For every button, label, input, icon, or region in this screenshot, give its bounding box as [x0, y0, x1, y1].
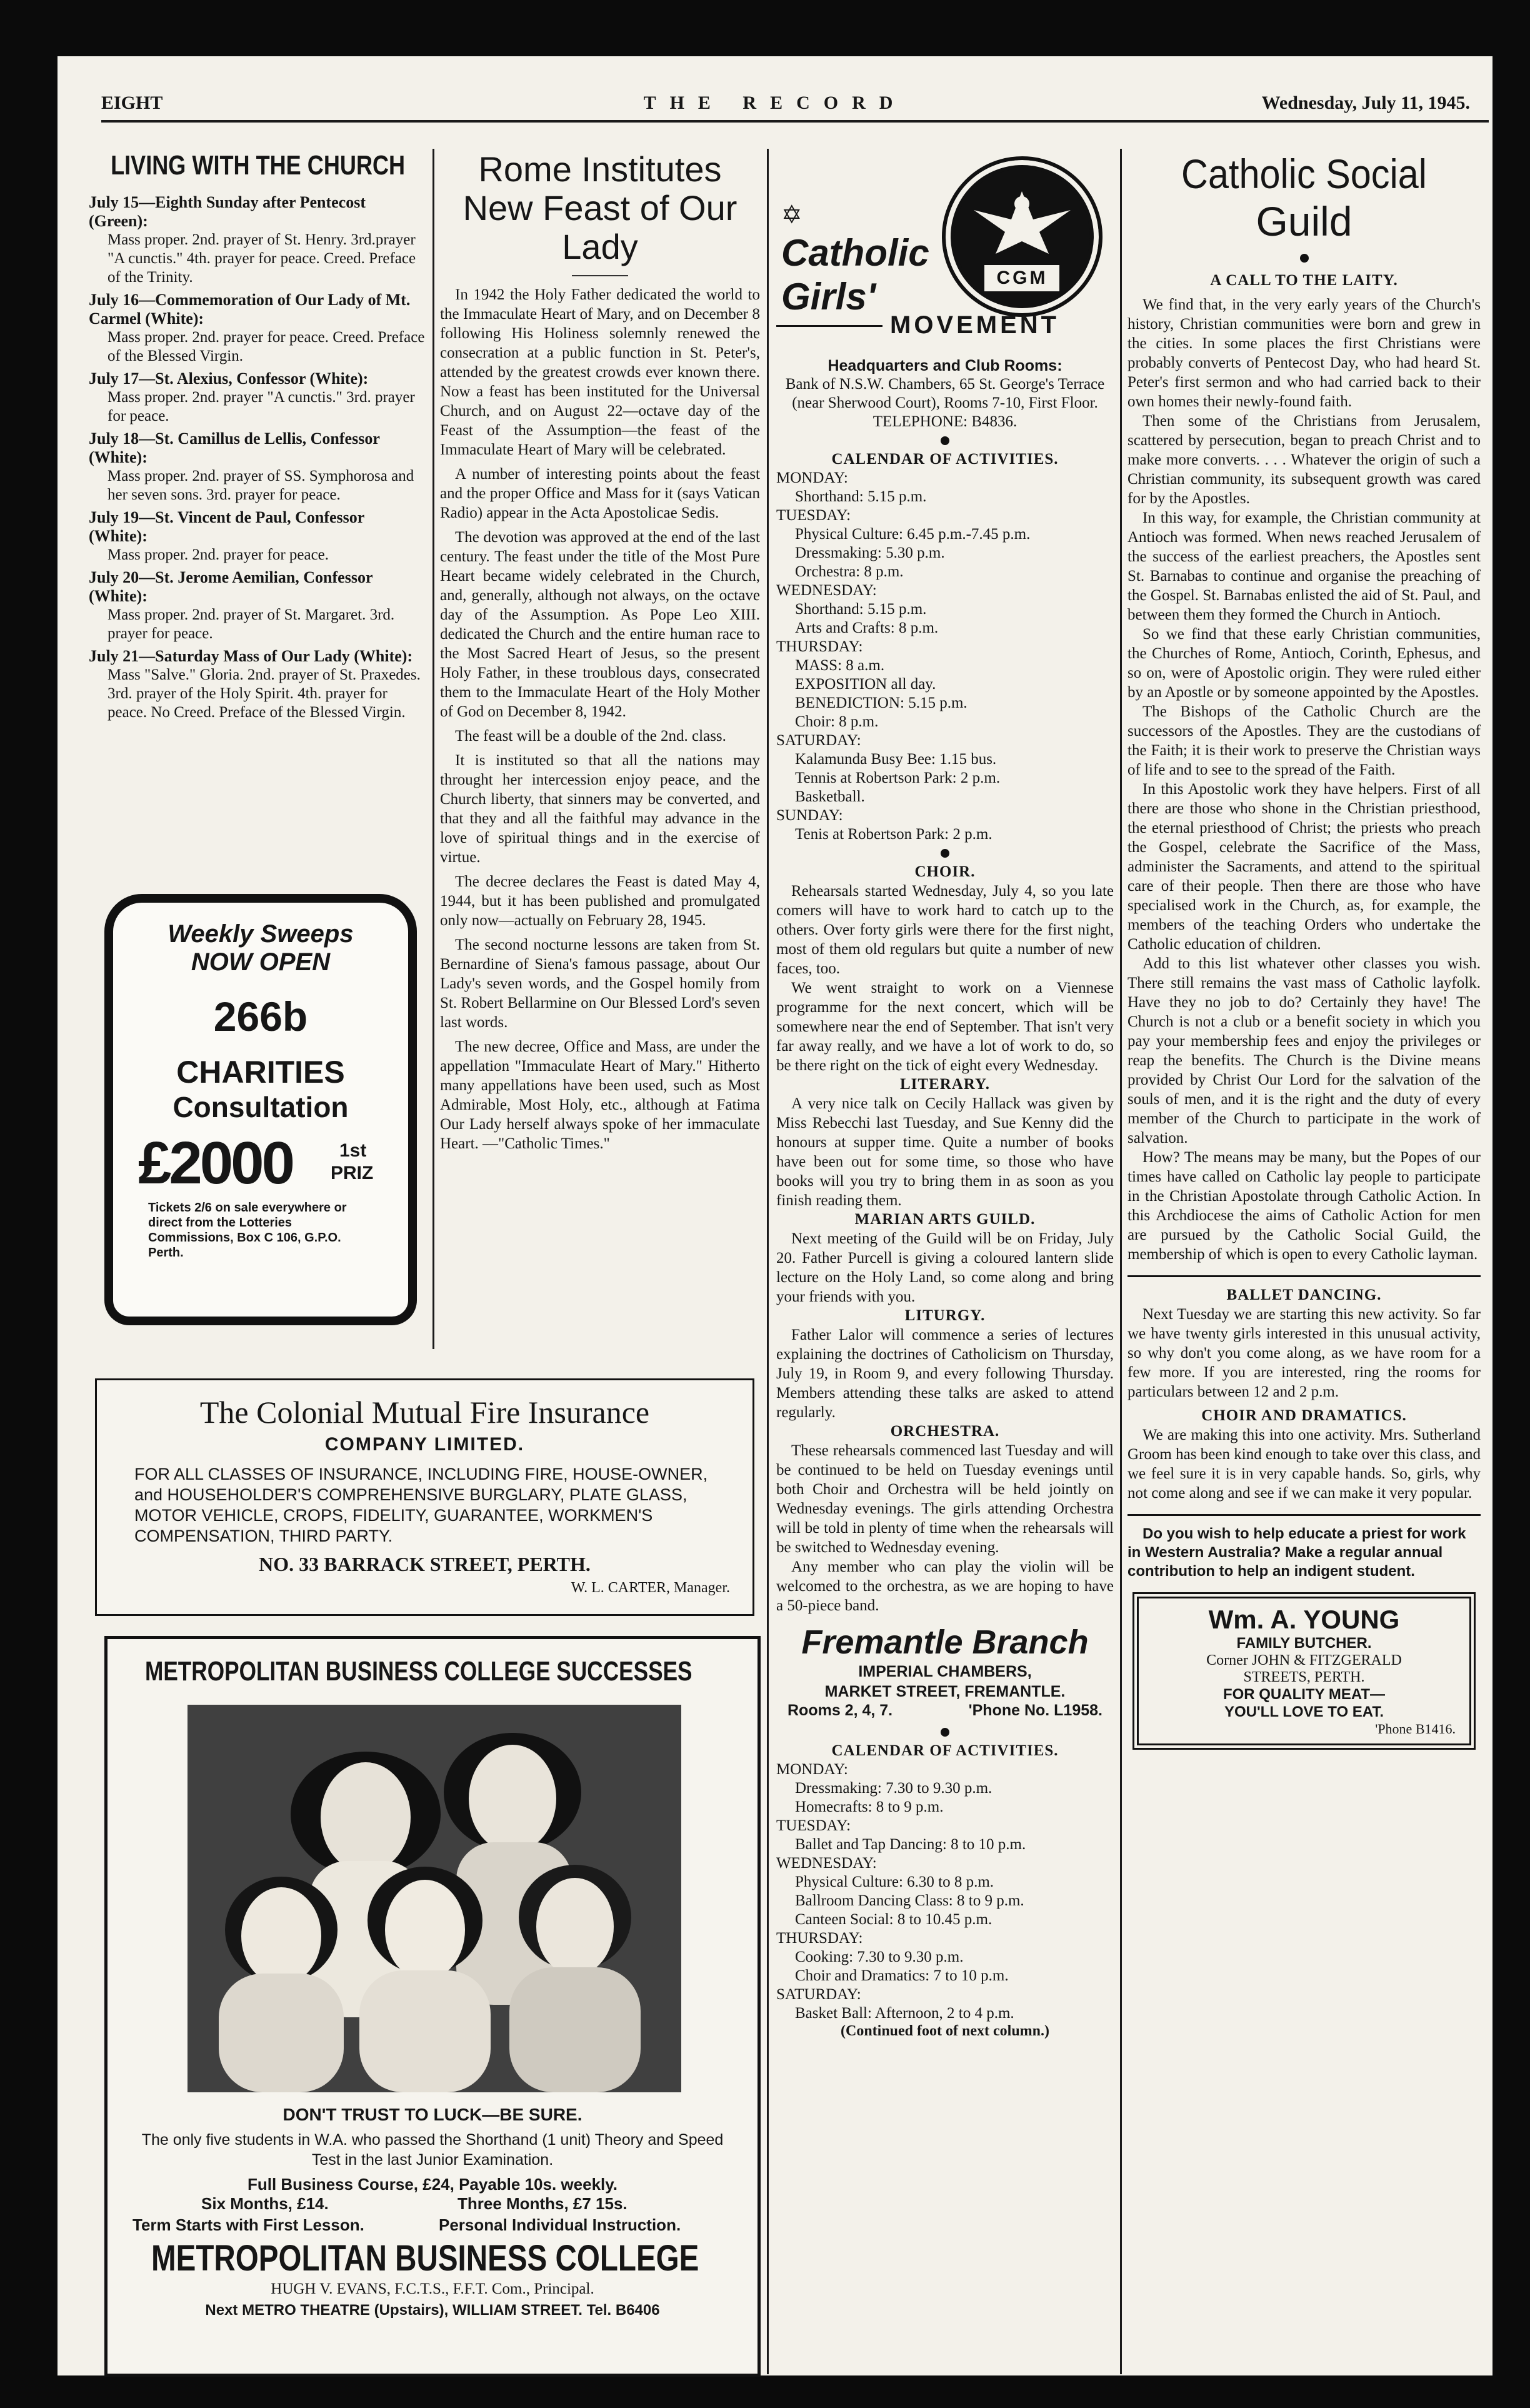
- calendar-entry: MASS: 8 a.m.: [795, 657, 885, 674]
- liturgy-item-body: Mass proper. 2nd. prayer of SS. Symphorosa and her seven sons. 3rd. prayer for peace.: [108, 468, 414, 503]
- priest-appeal: Do you wish to help educate a priest for work in Western Australia? Make a regular annual contribution to help an indigent student.: [1128, 1525, 1466, 1580]
- guild-paragraph: How? The means may be many, but the Popes of our times have called on Catholic lay people to participate in the Christian Apostolate through Catholic Action. In this Archdiocese the aims of Catholic Action for men are pursued by the Catholic Social Guild, the membership of which is open to every Catholic layman.: [1128, 1149, 1481, 1263]
- orchestra-paragraph: Any member who can play the violin will be welcomed to the orchestra, as we are hoping to have a 50-piece band.: [776, 1558, 1114, 1614]
- calendar-day: SATURDAY:: [776, 732, 861, 749]
- sweeps-prize-suffix: 1st: [339, 1140, 367, 1161]
- college-slogan: DON'T TRUST TO LUCK—BE SURE.: [282, 2105, 582, 2124]
- continued-note: (Continued foot of next column.): [841, 2023, 1049, 2039]
- masthead: [58, 93, 1492, 124]
- calendar-entry: Ballet and Tap Dancing: 8 to 10 p.m.: [795, 1836, 1026, 1853]
- calendar-day: TUESDAY:: [776, 507, 851, 524]
- calendar-entry: Basket Ball: Afternoon, 2 to 4 p.m.: [795, 2005, 1014, 2022]
- liturgy-item: [89, 647, 426, 722]
- orchestra-paragraph: These rehearsals commenced last Tuesday and will be continued to be held on Tuesday evenings until both Choir and Orchestra will be held jointly on Wednesday evenings. The girls attending Orchestra will be told in plenty of time when the rehearsals will be switched to Wednesday evening.: [776, 1442, 1114, 1556]
- bullet-divider: [941, 1728, 949, 1737]
- college-fee-full: Full Business Course, £24, Payable 10s. weekly.: [247, 2175, 618, 2194]
- guild-paragraph: Then some of the Christians from Jerusalem, scattered by persecution, began to preach Christ and to make more converts. . . . Whatever the origin of such a Christian community, its subsequent growth was cared for by the Apostles.: [1128, 413, 1481, 507]
- liturgy-item: [89, 291, 426, 366]
- liturgy-item-body: Mass proper. 2nd. prayer "A cunctis." 3rd. prayer for peace.: [108, 389, 415, 424]
- butcher-phone: 'Phone B1416.: [1375, 1721, 1456, 1737]
- bullet-divider: [1300, 254, 1309, 263]
- ballet-paragraph: Next Tuesday we are starting this new activity. So far we have twenty girls interested in this unusual activity, so why don't you come along, as we have room for a few more. If you are interested, ring the rooms for particulars between 12 and 2 p.m.: [1128, 1306, 1481, 1400]
- ballet-head: BALLET DANCING.: [1226, 1287, 1382, 1303]
- section-rule: [1128, 1514, 1481, 1516]
- college-ad: [104, 1636, 761, 2377]
- liturgy-item-body: Mass proper. 2nd. prayer of St. Henry. 3rd.prayer "A cunctis." 4th. prayer for peace. Creed. Preface of the Trinity.: [108, 231, 416, 286]
- drama-head: CHOIR AND DRAMATICS.: [1201, 1407, 1407, 1424]
- fremantle-calendar-head: CALENDAR OF ACTIVITIES.: [831, 1742, 1059, 1759]
- guild-column: [1128, 150, 1481, 2375]
- liturgy-item-head: July 15—Eighth Sunday after Pentecost (Green):: [89, 193, 366, 230]
- college-fee-six: Six Months, £14.: [201, 2194, 329, 2213]
- fremantle-title: Fremantle Branch: [801, 1623, 1089, 1661]
- butcher-slogan: YOU'LL LOVE TO EAT.: [1224, 1703, 1384, 1720]
- cgm-title-1: Catholic: [781, 232, 929, 274]
- calendar-day: MONDAY:: [776, 1761, 848, 1778]
- choir-paragraph: Rehearsals started Wednesday, July 4, so you late comers will have to work hard to catch up to the others. Over forty girls were there for the first night, most of them old regulars but quite a number of new faces, too.: [776, 883, 1114, 977]
- calendar-entry: Dressmaking: 5.30 p.m.: [795, 544, 945, 561]
- choir-paragraph: We went straight to work on a Viennese programme for the next concert, which will be somewhere near the end of September. That isn't very far away really, and we have a lot of work to do, so be there right on the tick of eight every Wednesday.: [776, 980, 1114, 1074]
- sweeps-ad: [104, 894, 417, 1325]
- newspaper-page: [58, 56, 1492, 2375]
- column-divider: [767, 149, 769, 2374]
- liturgy-column: [89, 147, 426, 960]
- sweeps-prize-suffix: PRIZ: [331, 1163, 374, 1183]
- insurance-manager: W. L. CARTER, Manager.: [571, 1580, 730, 1596]
- liturgy-item-head: July 19—St. Vincent de Paul, Confessor (White):: [89, 508, 364, 545]
- rome-paragraph: The feast will be a double of the 2nd. class.: [455, 728, 726, 745]
- liturgy-item-head: July 21—Saturday Mass of Our Lady (White):: [89, 647, 413, 665]
- calendar-entry: Arts and Crafts: 8 p.m.: [795, 620, 939, 636]
- liturgy-item-body: Mass "Salve." Gloria. 2nd. prayer of St. Praxedes. 3rd. prayer of the Holy Spirit. 4th. prayer for peace. No Creed. Preface of the Blessed Virgin.: [108, 666, 421, 721]
- cgm-calendar: [776, 469, 1114, 844]
- calendar-entry: Canteen Social: 8 to 10.45 p.m.: [795, 1911, 992, 1928]
- guild-title-1: Catholic Social: [1181, 151, 1427, 197]
- calendar-day: WEDNESDAY:: [776, 1855, 877, 1872]
- insurance-body: FOR ALL CLASSES OF INSURANCE, INCLUDING FIRE, HOUSE-OWNER, and HOUSEHOLDER'S COMPREHENSIVE BURGLARY, PLATE GLASS, MOTOR VEHICLE, CROPS, FIDELITY, GUARANTEE, WORKMEN'S COMPENSATION, THIRD PARTY.: [134, 1465, 708, 1545]
- cgm-column: [776, 150, 1114, 2375]
- calendar-entry: Tenis at Robertson Park: 2 p.m.: [795, 826, 992, 843]
- sweeps-number: 266b: [213, 993, 308, 1040]
- calendar-day: MONDAY:: [776, 469, 848, 486]
- drama-paragraph: We are making this into one activity. Mrs. Sutherland Groom has been kind enough to take over this class, and we feel sure it is in very capable hands. So, girls, why not come along and see if we can make it very popular.: [1128, 1427, 1481, 1502]
- liturgy-paragraph: Father Lalor will commence a series of lectures explaining the doctrines of Catholicism on Thursday, July 19, in Room 9, and every following Thursday. Members attending these talks are asked to attend regularly.: [776, 1327, 1114, 1421]
- guild-paragraph: In this way, for example, the Christian community at Antioch was formed. When news reached Jerusalem of the success of the earliest preachers, the Apostles sent St. Barnabas to continue and organise the preaching of the Gospel. St. Barnabas enlisted the aid of St. Paul, and between them they formed the Church in Antioch.: [1128, 509, 1481, 623]
- liturgy-item-body: Mass proper. 2nd. prayer for peace. Creed. Preface of the Blessed Virgin.: [108, 329, 425, 364]
- guild-title-2: Guild: [1256, 198, 1352, 244]
- calendar-entry: BENEDICTION: 5.15 p.m.: [795, 695, 968, 711]
- calendar-day: THURSDAY:: [776, 1930, 863, 1947]
- calendar-day: SATURDAY:: [776, 1986, 861, 2003]
- literary-paragraph: A very nice talk on Cecily Hallack was given by Miss Rebecchi last Tuesday, and Sue Kenny did the honours at supper time. Quite a number of books have been out for some time, so those who have books will you try to bring them in as soon as you finish reading them.: [776, 1095, 1114, 1209]
- rome-article: [440, 150, 760, 1357]
- calendar-day: WEDNESDAY:: [776, 582, 877, 599]
- liturgy-head: LITURGY.: [904, 1307, 986, 1324]
- column-divider: [432, 149, 434, 1349]
- calendar-entry: Ballroom Dancing Class: 8 to 9 p.m.: [795, 1892, 1024, 1909]
- college-headline: METROPOLITAN BUSINESS COLLEGE SUCCESSES: [145, 1656, 692, 1687]
- calendar-entry: Orchestra: 8 p.m.: [795, 563, 904, 580]
- insurance-ad: [95, 1378, 754, 1616]
- butcher-ad: [1132, 1592, 1476, 1750]
- insurance-address: NO. 33 BARRACK STREET, PERTH.: [259, 1553, 591, 1575]
- rome-paragraph: The new decree, Office and Mass, are under the appellation "Immaculate Heart of Mary." Hitherto many appellations have been used, such as Most Admirable, Most Holy, etc., although at Fatima Our Lady herself always spoke of her immaculate Heart. —"Catholic Times.": [440, 1038, 760, 1152]
- liturgy-item-body: Mass proper. 2nd. prayer of St. Margaret. 3rd. prayer for peace.: [108, 606, 395, 642]
- liturgy-title: LIVING WITH THE CHURCH: [111, 150, 406, 181]
- college-instruction: Personal Individual Instruction.: [439, 2215, 681, 2234]
- liturgy-item: [89, 369, 426, 426]
- liturgy-item-body: Mass proper. 2nd. prayer for peace.: [108, 546, 329, 563]
- guild-subhead: A CALL TO THE LAITY.: [1210, 272, 1398, 289]
- guild-paragraph: So we find that these early Christian communities, the Churches of Rome, Antioch, Corinth, Ephesus, and so on, were of Apostolic origin. They were ruled either by an Apostle or by someone appointed by the Apostles.: [1128, 626, 1481, 701]
- liturgy-item-head: July 20—St. Jerome Aemilian, Confessor (White):: [89, 568, 373, 605]
- calendar-day: SUNDAY:: [776, 807, 843, 824]
- fremantle-rooms: Rooms 2, 4, 7.: [788, 1702, 893, 1719]
- calendar-entry: Shorthand: 5.15 p.m.: [795, 601, 927, 618]
- students-photo-image: [188, 1705, 681, 2092]
- cgm-calendar-head: CALENDAR OF ACTIVITIES.: [831, 451, 1059, 468]
- college-name: METROPOLITAN BUSINESS COLLEGE: [151, 2238, 699, 2279]
- fremantle-address: IMPERIAL CHAMBERS,: [858, 1663, 1032, 1680]
- fremantle-address: MARKET STREET, FREMANTLE.: [824, 1683, 1066, 1700]
- rome-title: Rome Institutes New Feast of Our Lady: [462, 150, 738, 266]
- column-divider: [1120, 149, 1122, 2374]
- college-fee-three: Three Months, £7 15s.: [458, 2194, 628, 2213]
- butcher-address: STREETS, PERTH.: [1243, 1669, 1365, 1685]
- insurance-name: The Colonial Mutual Fire Insurance: [199, 1395, 650, 1430]
- insurance-company: COMPANY LIMITED.: [324, 1434, 525, 1455]
- cgm-hq-label: Headquarters and Club Rooms:: [828, 357, 1062, 374]
- sweeps-prize: £2000: [138, 1130, 292, 1196]
- marian-paragraph: Next meeting of the Guild will be on Friday, July 20. Father Purcell is giving a coloured lantern slide lecture on the Holy Land, so come along and bring your friends with you.: [776, 1230, 1114, 1305]
- dove-icon: [946, 160, 1099, 313]
- calendar-entry: Physical Culture: 6.45 p.m.-7.45 p.m.: [795, 526, 1031, 543]
- bullet-divider: [941, 436, 949, 445]
- butcher-slogan: FOR QUALITY MEAT—: [1222, 1686, 1386, 1703]
- calendar-entry: Choir and Dramatics: 7 to 10 p.m.: [795, 1967, 1009, 1984]
- paper-name: THE RECORD: [643, 93, 907, 113]
- cgm-header: [776, 150, 1114, 356]
- calendar-entry: Tennis at Robertson Park: 2 p.m.: [795, 770, 1001, 786]
- calendar-entry: Choir: 8 p.m.: [795, 713, 879, 730]
- star-icon: ✡: [781, 201, 802, 229]
- rome-paragraph: The second nocturne lessons are taken from St. Bernardine of Siena's famous passage, about Our Lady's seven words, and the Gospel homily from St. Robert Bellarmine on Our Blessed Lord's seven last words.: [440, 936, 760, 1031]
- butcher-name: Wm. A. YOUNG: [1208, 1605, 1400, 1634]
- rome-paragraph: It is instituted so that all the nations may throught her intercession enjoy peace, and the Church liberty, that sinners may be converted, and that they and all the faithful may advance in the love of spiritual things and in the exercise of virtue.: [440, 752, 760, 866]
- sweeps-line1: Weekly Sweeps: [168, 920, 354, 948]
- rome-paragraph: The decree declares the Feast is dated May 4, 1944, but it has been published and promulgated only now—actually on February 28, 1945.: [440, 873, 760, 929]
- sweeps-line3: CHARITIES: [176, 1055, 345, 1090]
- calendar-day: TUESDAY:: [776, 1817, 851, 1834]
- masthead-rule: [101, 120, 1489, 123]
- guild-paragraph: We find that, in the very early years of the Church's history, Christian communities were born and grew in the cities. In some places the first Christians were probably converts of Pentecost Day, who had heard St. Peter's first sermon and who had carried back to their own homes their newly-found faith.: [1128, 296, 1481, 410]
- liturgy-item: [89, 508, 426, 564]
- calendar-entry: EXPOSITION all day.: [795, 676, 936, 693]
- page-number: EIGHT: [101, 93, 163, 113]
- college-address: Next METRO THEATRE (Upstairs), WILLIAM STREET. Tel. B6406: [205, 2302, 660, 2319]
- orchestra-head: ORCHESTRA.: [890, 1423, 1000, 1440]
- butcher-address: Corner JOHN & FITZGERALD: [1206, 1652, 1402, 1668]
- literary-head: LITERARY.: [899, 1076, 991, 1093]
- cgm-movement: MOVEMENT: [890, 311, 1060, 339]
- calendar-entry: Basketball.: [795, 788, 865, 805]
- college-principal: HUGH V. EVANS, F.C.T.S., F.F.T. Com., Principal.: [271, 2280, 594, 2297]
- students-photo: [188, 1705, 681, 2092]
- butcher-trade: FAMILY BUTCHER.: [1236, 1635, 1372, 1652]
- liturgy-item-head: July 16—Commemoration of Our Lady of Mt. Carmel (White):: [89, 291, 411, 328]
- cgm-title-2: Girls': [781, 276, 876, 318]
- liturgy-item-head: July 17—St. Alexius, Confessor (White):: [89, 369, 369, 388]
- calendar-entry: Homecrafts: 8 to 9 p.m.: [795, 1798, 944, 1815]
- sweeps-line4: Consultation: [172, 1091, 349, 1123]
- sweeps-fine-print: Tickets 2/6 on sale everywhere or direct from the Lotteries Commissions, Box C 106, G.P.O. Perth.: [148, 1201, 347, 1260]
- liturgy-item: [89, 193, 426, 287]
- guild-paragraph: The Bishops of the Catholic Church are the successors of the Apostles. They are the custodians of the Faith; it is their work to preserve the Christian ways of life and to see to the spread of the Faith.: [1128, 703, 1481, 778]
- bullet-divider: [941, 849, 949, 858]
- rome-paragraph: A number of interesting points about the feast and the proper Office and Mass for it (says Vatican Radio) appear in the Acta Apostolicae Sedis.: [440, 466, 760, 521]
- marian-head: MARIAN ARTS GUILD.: [854, 1211, 1036, 1228]
- liturgy-item: [89, 568, 426, 643]
- calendar-entry: Cooking: 7.30 to 9.30 p.m.: [795, 1949, 964, 1965]
- choir-head: CHOIR.: [914, 863, 976, 880]
- college-term: Term Starts with First Lesson.: [132, 2215, 364, 2234]
- cgm-phone: TELEPHONE: B4836.: [872, 413, 1018, 430]
- section-rule: [1128, 1275, 1481, 1277]
- cgm-hq-address: Bank of N.S.W. Chambers, 65 St. George's Terrace (near Sherwood Court), Rooms 7-10, First Floor.: [785, 376, 1105, 411]
- issue-date: Wednesday, July 11, 1945.: [1261, 93, 1470, 113]
- guild-paragraph: Add to this list whatever other classes you wish. There still remains the vast mass of Catholic layfolk. Have they no job to do? Certainly they have! The Church is not a club or a benefit society in which you pay your membership fees and enjoy the privileges or reap the benefits. The Church is the Divine means provided by Christ Our Lord for the salvation of the souls of men, and it is the right and the duty of every member of the Church to participate in the work of salvation.: [1128, 955, 1481, 1146]
- cgm-badge: [942, 156, 1102, 317]
- liturgy-item: [89, 429, 426, 504]
- rome-paragraph: In 1942 the Holy Father dedicated the world to the Immaculate Heart of Mary, and on December 8 following His Holiness solemnly renewed the consecration at a public function in St. Peter's, attended by the greatest crowds ever known there. Now a feast has been instituted for the Universal Church, and on August 22—octave day of the Feast of the Assumption—the feast of the Immaculate Heart of Mary will be celebrated.: [440, 286, 760, 458]
- sweeps-line2: NOW OPEN: [191, 948, 331, 976]
- guild-paragraph: In this Apostolic work they have helpers. First of all there are those who shone in the Christian priesthood, the eternal priesthood of Christ; the priests who preach the Gospel, celebrate the Sacrifice of the Mass, administer the Sacraments, and attend to the spiritual care of their people. Then there are those who have specialised work in the Church, as, for example, the members of the teaching Orders who undertake the Catholic education of children.: [1128, 781, 1481, 953]
- calendar-entry: Kalamunda Busy Bee: 1.15 bus.: [795, 751, 997, 768]
- calendar-entry: Shorthand: 5.15 p.m.: [795, 488, 927, 505]
- calendar-entry: Physical Culture: 6.30 to 8 p.m.: [795, 1874, 994, 1890]
- cgm-badge-text: CGM: [996, 268, 1048, 288]
- liturgy-item-head: July 18—St. Camillus de Lellis, Confessor (White):: [89, 429, 380, 466]
- fremantle-phone: 'Phone No. L1958.: [968, 1702, 1102, 1719]
- calendar-day: THURSDAY:: [776, 638, 863, 655]
- calendar-entry: Dressmaking: 7.30 to 9.30 p.m.: [795, 1780, 992, 1797]
- college-achievement: The only five students in W.A. who passed the Shorthand (1 unit) Theory and Speed Test in the last Junior Examination.: [141, 2131, 724, 2169]
- rome-paragraph: The devotion was approved at the end of the last century. The feast under the title of the Most Pure Heart became widely celebrated in the Church, and, generally, although not always, on the octave day of the Assumption. As Pope Leo XIII. dedicated the Church and the entire human race to the Most Sacred Heart of Jesus, so the present Holy Father, in these troublous days, consecrated them to the Immaculate Heart of the Holy Mother of God on December 8, 1942.: [440, 529, 760, 720]
- fremantle-calendar: [776, 1760, 1114, 2023]
